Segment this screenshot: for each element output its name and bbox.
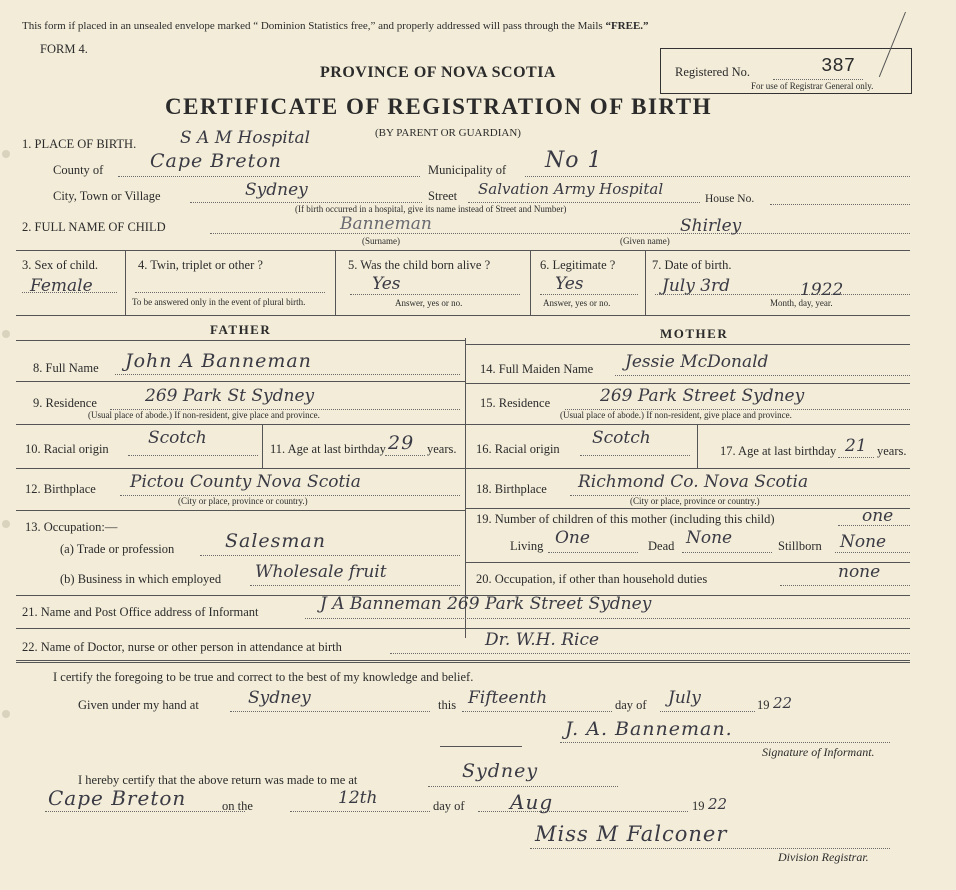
dead-label: Dead bbox=[648, 539, 675, 553]
place-of-birth-value: S A M Hospital bbox=[180, 128, 311, 148]
informant-value: J A Banneman 269 Park Street Sydney bbox=[320, 594, 652, 614]
certification-statement: I certify the foregoing to be true and correct to the best of my knowledge and belief. bbox=[53, 670, 474, 684]
mother-age-value: 21 bbox=[845, 436, 867, 456]
registered-number-note: For use of Registrar General only. bbox=[751, 81, 874, 91]
dead-value: None bbox=[686, 528, 733, 548]
twin-note: To be answered only in the event of plural birth. bbox=[132, 297, 306, 307]
father-age-unit: years. bbox=[427, 442, 457, 456]
given-year-suffix: 22 bbox=[773, 694, 793, 712]
mother-racial-origin-label: 16. Racial origin bbox=[476, 442, 560, 456]
mother-residence-value: 269 Park Street Sydney bbox=[600, 386, 805, 406]
father-name-label: 8. Full Name bbox=[33, 361, 99, 375]
living-value: One bbox=[555, 528, 590, 548]
given-day-value: Fifteenth bbox=[468, 688, 548, 708]
father-birthplace-note: (City or place, province or country.) bbox=[178, 496, 308, 506]
child-given-name-value: Shirley bbox=[680, 216, 742, 236]
form-number: FORM 4. bbox=[40, 42, 88, 56]
mother-residence-note: (Usual place of abode.) If non-resident, give place and province. bbox=[560, 410, 792, 420]
street-label: Street bbox=[428, 189, 458, 203]
child-surname-value: Banneman bbox=[340, 214, 432, 234]
city-value: Sydney bbox=[245, 180, 308, 200]
hospital-note: (If birth occurred in a hospital, give its name instead of Street and Number) bbox=[295, 204, 567, 214]
mother-age-unit: years. bbox=[877, 444, 907, 458]
house-number-label: House No. bbox=[705, 193, 755, 205]
born-alive-note: Answer, yes or no. bbox=[395, 298, 463, 308]
mother-residence-label: 15. Residence bbox=[480, 396, 551, 410]
business-value: Wholesale fruit bbox=[255, 562, 387, 582]
municipality-label: Municipality of bbox=[428, 163, 507, 177]
given-name-caption: (Given name) bbox=[620, 236, 670, 246]
place-of-birth-label: 1. PLACE OF BIRTH. bbox=[22, 137, 137, 151]
father-residence-value: 269 Park St Sydney bbox=[145, 386, 315, 406]
legitimate-note: Answer, yes or no. bbox=[543, 298, 611, 308]
father-residence-note: (Usual place of abode.) If non-resident, give place and province. bbox=[88, 410, 320, 420]
born-alive-label: 5. Was the child born alive ? bbox=[348, 258, 491, 272]
mother-racial-origin-value: Scotch bbox=[592, 428, 651, 448]
father-racial-origin-label: 10. Racial origin bbox=[25, 442, 109, 456]
child-name-label: 2. FULL NAME OF CHILD bbox=[22, 220, 166, 234]
doctor-label: 22. Name of Doctor, nurse or other person in attendance at birth bbox=[22, 640, 342, 654]
punch-hole bbox=[2, 520, 10, 528]
father-name-value: John A Banneman bbox=[125, 350, 312, 372]
sex-value: Female bbox=[30, 276, 93, 296]
children-count-value: one bbox=[862, 506, 894, 526]
registered-number-label: Registered No. bbox=[675, 65, 750, 79]
children-count-label: 19. Number of children of this mother (including this child) bbox=[476, 512, 775, 526]
mailing-notice-free: “FREE.” bbox=[605, 20, 649, 32]
father-residence-label: 9. Residence bbox=[33, 396, 97, 410]
place-of-birth-note: (BY PARENT OR GUARDIAN) bbox=[375, 127, 521, 139]
given-this-label: this bbox=[438, 698, 457, 712]
registrar-year-prefix: 19 bbox=[692, 799, 705, 813]
date-of-birth-year: 1922 bbox=[800, 280, 844, 300]
registrar-day-of-label: day of bbox=[433, 799, 465, 813]
father-birthplace-label: 12. Birthplace bbox=[25, 482, 96, 496]
sex-label: 3. Sex of child. bbox=[22, 258, 99, 272]
registrar-on-the-label: on the bbox=[222, 799, 253, 813]
business-label: (b) Business in which employed bbox=[60, 572, 222, 586]
doctor-value: Dr. W.H. Rice bbox=[485, 630, 600, 650]
punch-hole bbox=[2, 330, 10, 338]
informant-signature-label: Signature of Informant. bbox=[762, 745, 875, 759]
born-alive-value: Yes bbox=[372, 274, 401, 294]
county-value: Cape Breton bbox=[150, 150, 282, 172]
trade-value: Salesman bbox=[225, 530, 326, 552]
registrar-month-value: Aug bbox=[510, 790, 554, 814]
mother-occupation-value: none bbox=[838, 562, 881, 582]
registrar-year-suffix: 22 bbox=[708, 795, 728, 813]
stillborn-label: Stillborn bbox=[778, 539, 822, 553]
mother-age-label: 17. Age at last birthday bbox=[720, 444, 837, 458]
informant-label: 21. Name and Post Office address of Informant bbox=[22, 605, 259, 619]
mother-name-label: 14. Full Maiden Name bbox=[480, 362, 594, 376]
mailing-notice-text: This form if placed in an unsealed envelope marked “ Dominion Statistics free,” and properly addressed will pass through the Mails bbox=[22, 20, 603, 32]
date-of-birth-month-day: July 3rd bbox=[662, 276, 731, 296]
occupation-label: 13. Occupation:— bbox=[25, 520, 118, 534]
registered-number-value: 387 bbox=[821, 55, 856, 77]
legitimate-value: Yes bbox=[555, 274, 584, 294]
living-label: Living bbox=[510, 539, 544, 553]
county-label: County of bbox=[53, 163, 104, 177]
informant-signature-value: J. A. Banneman. bbox=[565, 718, 733, 740]
given-month-value: July bbox=[668, 688, 701, 708]
father-age-label: 11. Age at last birthday bbox=[270, 442, 386, 456]
certificate-title: CERTIFICATE OF REGISTRATION OF BIRTH bbox=[165, 94, 712, 119]
mother-birthplace-value: Richmond Co. Nova Scotia bbox=[578, 472, 809, 492]
given-day-of-label: day of bbox=[615, 698, 647, 712]
municipality-value: No 1 bbox=[545, 148, 603, 173]
given-place-value: Sydney bbox=[248, 688, 311, 708]
father-racial-origin-value: Scotch bbox=[148, 428, 207, 448]
twin-label: 4. Twin, triplet or other ? bbox=[138, 258, 263, 272]
registrar-place-value: Sydney bbox=[462, 760, 539, 782]
registrar-county-value: Cape Breton bbox=[48, 786, 187, 810]
registrar-signature-value: Miss M Falconer bbox=[535, 822, 728, 846]
street-value: Salvation Army Hospital bbox=[478, 180, 664, 198]
given-year-prefix: 19 bbox=[757, 698, 770, 712]
date-of-birth-note: Month, day, year. bbox=[770, 298, 833, 308]
father-heading: FATHER bbox=[210, 322, 272, 337]
mother-name-value: Jessie McDonald bbox=[625, 352, 769, 372]
punch-hole bbox=[2, 710, 10, 718]
mother-occupation-label: 20. Occupation, if other than household duties bbox=[476, 572, 708, 586]
mailing-notice bbox=[22, 20, 649, 32]
surname-caption: (Surname) bbox=[362, 236, 400, 246]
mother-heading: MOTHER bbox=[660, 326, 729, 341]
stillborn-value: None bbox=[840, 532, 887, 552]
legitimate-label: 6. Legitimate ? bbox=[540, 258, 616, 272]
mother-birthplace-label: 18. Birthplace bbox=[476, 482, 547, 496]
mother-birthplace-note: (City or place, province or country.) bbox=[630, 496, 760, 506]
registrar-signature-label: Division Registrar. bbox=[778, 850, 869, 864]
date-of-birth-label: 7. Date of birth. bbox=[652, 258, 732, 272]
registered-number-box bbox=[660, 48, 912, 94]
registrar-statement: I hereby certify that the above return was made to me at bbox=[78, 773, 358, 787]
father-age-value: 29 bbox=[388, 432, 415, 454]
punch-hole bbox=[2, 150, 10, 158]
province-heading: PROVINCE OF NOVA SCOTIA bbox=[320, 64, 556, 81]
father-birthplace-value: Pictou County Nova Scotia bbox=[130, 472, 361, 492]
registrar-day-value: 12th bbox=[338, 788, 378, 808]
city-label: City, Town or Village bbox=[53, 189, 161, 203]
given-under-hand-label: Given under my hand at bbox=[78, 698, 199, 712]
trade-label: (a) Trade or profession bbox=[60, 542, 175, 556]
